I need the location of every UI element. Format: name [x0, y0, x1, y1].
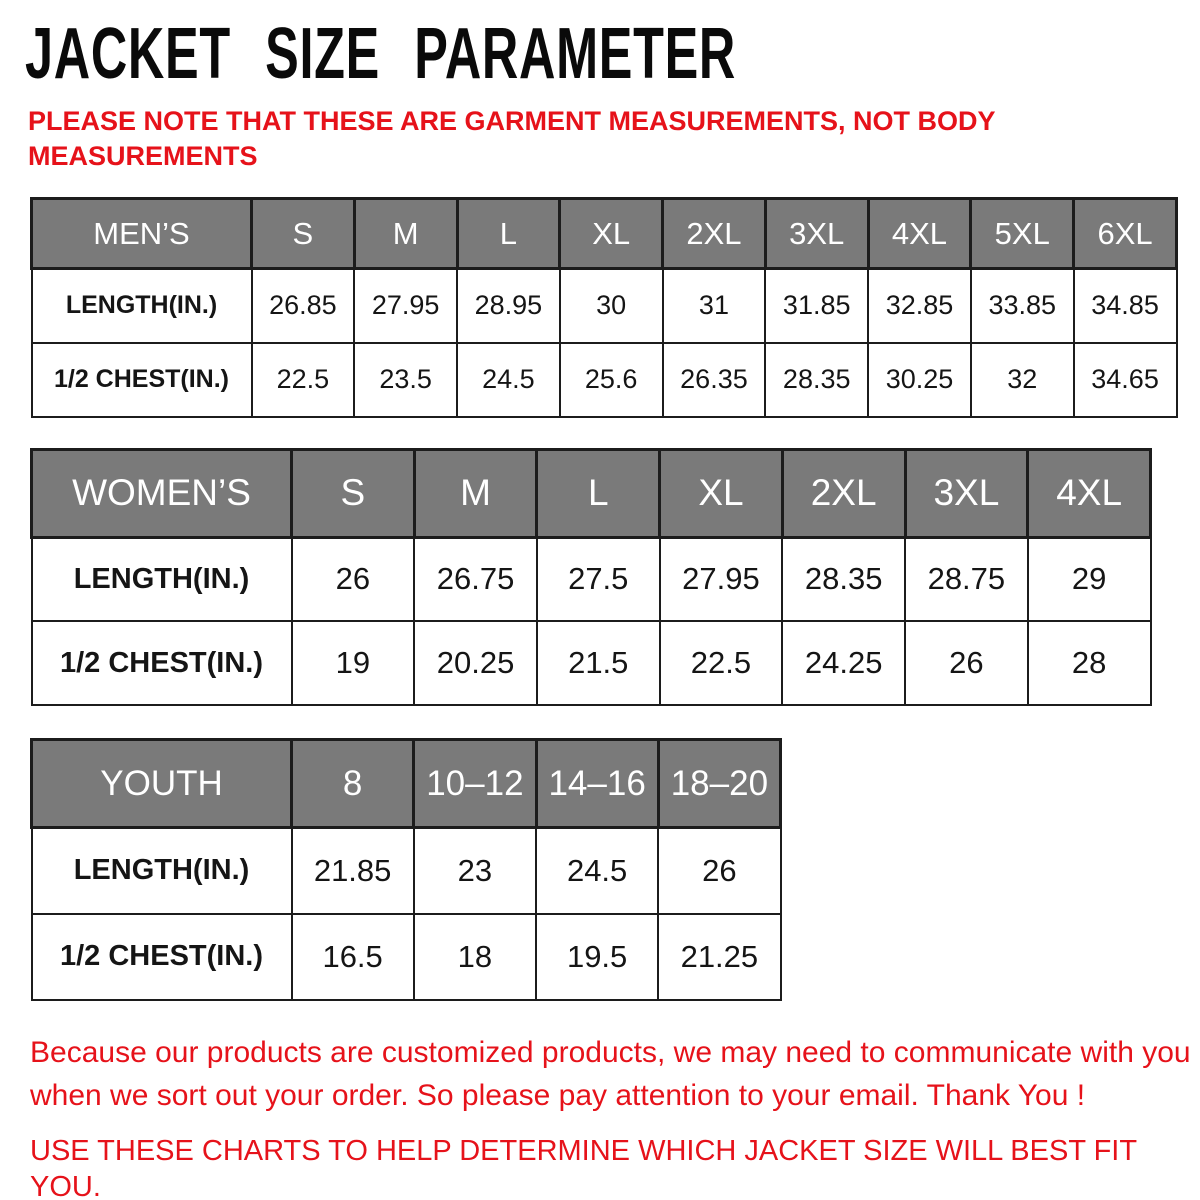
header-row	[32, 449, 1151, 537]
value-cell: 16.5	[292, 914, 414, 1000]
row-label: 1/2 CHEST(IN.)	[32, 621, 292, 705]
value-cell: 34.65	[1074, 343, 1177, 417]
value-cell: 33.85	[971, 269, 1074, 343]
womens-size-table	[30, 448, 1152, 707]
table-row	[32, 269, 1177, 343]
value-cell: 28.35	[765, 343, 868, 417]
value-cell: 19	[292, 621, 415, 705]
table-category-header: YOUTH	[32, 740, 292, 828]
value-cell: 31	[663, 269, 766, 343]
size-header-cell: 18–20	[658, 740, 780, 828]
header-row	[32, 740, 781, 828]
value-cell: 26	[905, 621, 1028, 705]
value-cell: 32.85	[868, 269, 971, 343]
size-header-cell: L	[457, 199, 560, 269]
size-header-cell: XL	[660, 449, 783, 537]
size-header-cell: 3XL	[905, 449, 1028, 537]
row-label: 1/2 CHEST(IN.)	[32, 914, 292, 1000]
size-header-cell: M	[354, 199, 457, 269]
size-header-cell: 2XL	[663, 199, 766, 269]
size-header-cell: S	[252, 199, 355, 269]
mens-size-table	[30, 197, 1178, 418]
value-cell: 27.5	[537, 537, 660, 621]
size-header-cell: 2XL	[782, 449, 905, 537]
fit-advice-text: USE THESE CHARTS TO HELP DETERMINE WHICH JACKET SIZE WILL BEST FIT YOU.	[30, 1134, 1137, 1200]
header-row	[32, 199, 1177, 269]
table-row	[32, 343, 1177, 417]
value-cell: 29	[1028, 537, 1151, 621]
row-label: 1/2 CHEST(IN.)	[32, 343, 252, 417]
value-cell: 28.75	[905, 537, 1028, 621]
value-cell: 27.95	[660, 537, 783, 621]
size-chart-page	[0, 14, 1200, 1200]
size-header-cell: 5XL	[971, 199, 1074, 269]
value-cell: 23	[414, 828, 536, 914]
size-header-cell: S	[292, 449, 415, 537]
row-label: LENGTH(IN.)	[32, 537, 292, 621]
table-row	[32, 914, 781, 1000]
value-cell: 26	[292, 537, 415, 621]
value-cell: 23.5	[354, 343, 457, 417]
size-header-cell: 4XL	[868, 199, 971, 269]
value-cell: 32	[971, 343, 1074, 417]
table-category-header: WOMEN’S	[32, 449, 292, 537]
value-cell: 31.85	[765, 269, 868, 343]
note-line-1: PLEASE NOTE THAT THESE ARE GARMENT MEASUREMENTS, NOT BODY	[28, 106, 996, 136]
size-header-cell: 6XL	[1074, 199, 1177, 269]
value-cell: 27.95	[354, 269, 457, 343]
youth-size-table	[30, 738, 782, 1001]
value-cell: 28.95	[457, 269, 560, 343]
value-cell: 34.85	[1074, 269, 1177, 343]
value-cell: 24.5	[536, 828, 658, 914]
table-row	[32, 828, 781, 914]
size-header-cell: 10–12	[414, 740, 536, 828]
value-cell: 28	[1028, 621, 1151, 705]
size-header-cell: M	[414, 449, 537, 537]
value-cell: 19.5	[536, 914, 658, 1000]
value-cell: 25.6	[560, 343, 663, 417]
size-header-cell: 14–16	[536, 740, 658, 828]
size-header-cell: 4XL	[1028, 449, 1151, 537]
table-row	[32, 537, 1151, 621]
value-cell: 26.85	[252, 269, 355, 343]
value-cell: 26.35	[663, 343, 766, 417]
value-cell: 28.35	[782, 537, 905, 621]
value-cell: 22.5	[660, 621, 783, 705]
size-header-cell: L	[537, 449, 660, 537]
size-header-cell: 8	[292, 740, 414, 828]
page-title	[25, 14, 1200, 94]
value-cell: 18	[414, 914, 536, 1000]
row-label: LENGTH(IN.)	[32, 269, 252, 343]
value-cell: 24.25	[782, 621, 905, 705]
value-cell: 21.25	[658, 914, 780, 1000]
table-category-header: MEN’S	[32, 199, 252, 269]
size-header-cell: XL	[560, 199, 663, 269]
row-label: LENGTH(IN.)	[32, 828, 292, 914]
value-cell: 26	[658, 828, 780, 914]
table-row	[32, 621, 1151, 705]
value-cell: 30	[560, 269, 663, 343]
size-header-cell: 3XL	[765, 199, 868, 269]
value-cell: 22.5	[252, 343, 355, 417]
value-cell: 26.75	[414, 537, 537, 621]
page-title-text: JACKET SIZE PARAMETER	[25, 14, 737, 94]
customization-notice-line-2: when we sort out your order. So please pay attention to your email. Thank You !	[30, 1078, 1086, 1112]
value-cell: 21.85	[292, 828, 414, 914]
value-cell: 21.5	[537, 621, 660, 705]
garment-measurement-note	[28, 104, 1200, 174]
customization-notice-line-1: Because our products are customized products, we may need to communicate with you	[30, 1035, 1191, 1069]
value-cell: 20.25	[414, 621, 537, 705]
note-line-2: MEASUREMENTS	[28, 141, 258, 171]
value-cell: 30.25	[868, 343, 971, 417]
customization-notice	[30, 1031, 1200, 1117]
value-cell: 24.5	[457, 343, 560, 417]
